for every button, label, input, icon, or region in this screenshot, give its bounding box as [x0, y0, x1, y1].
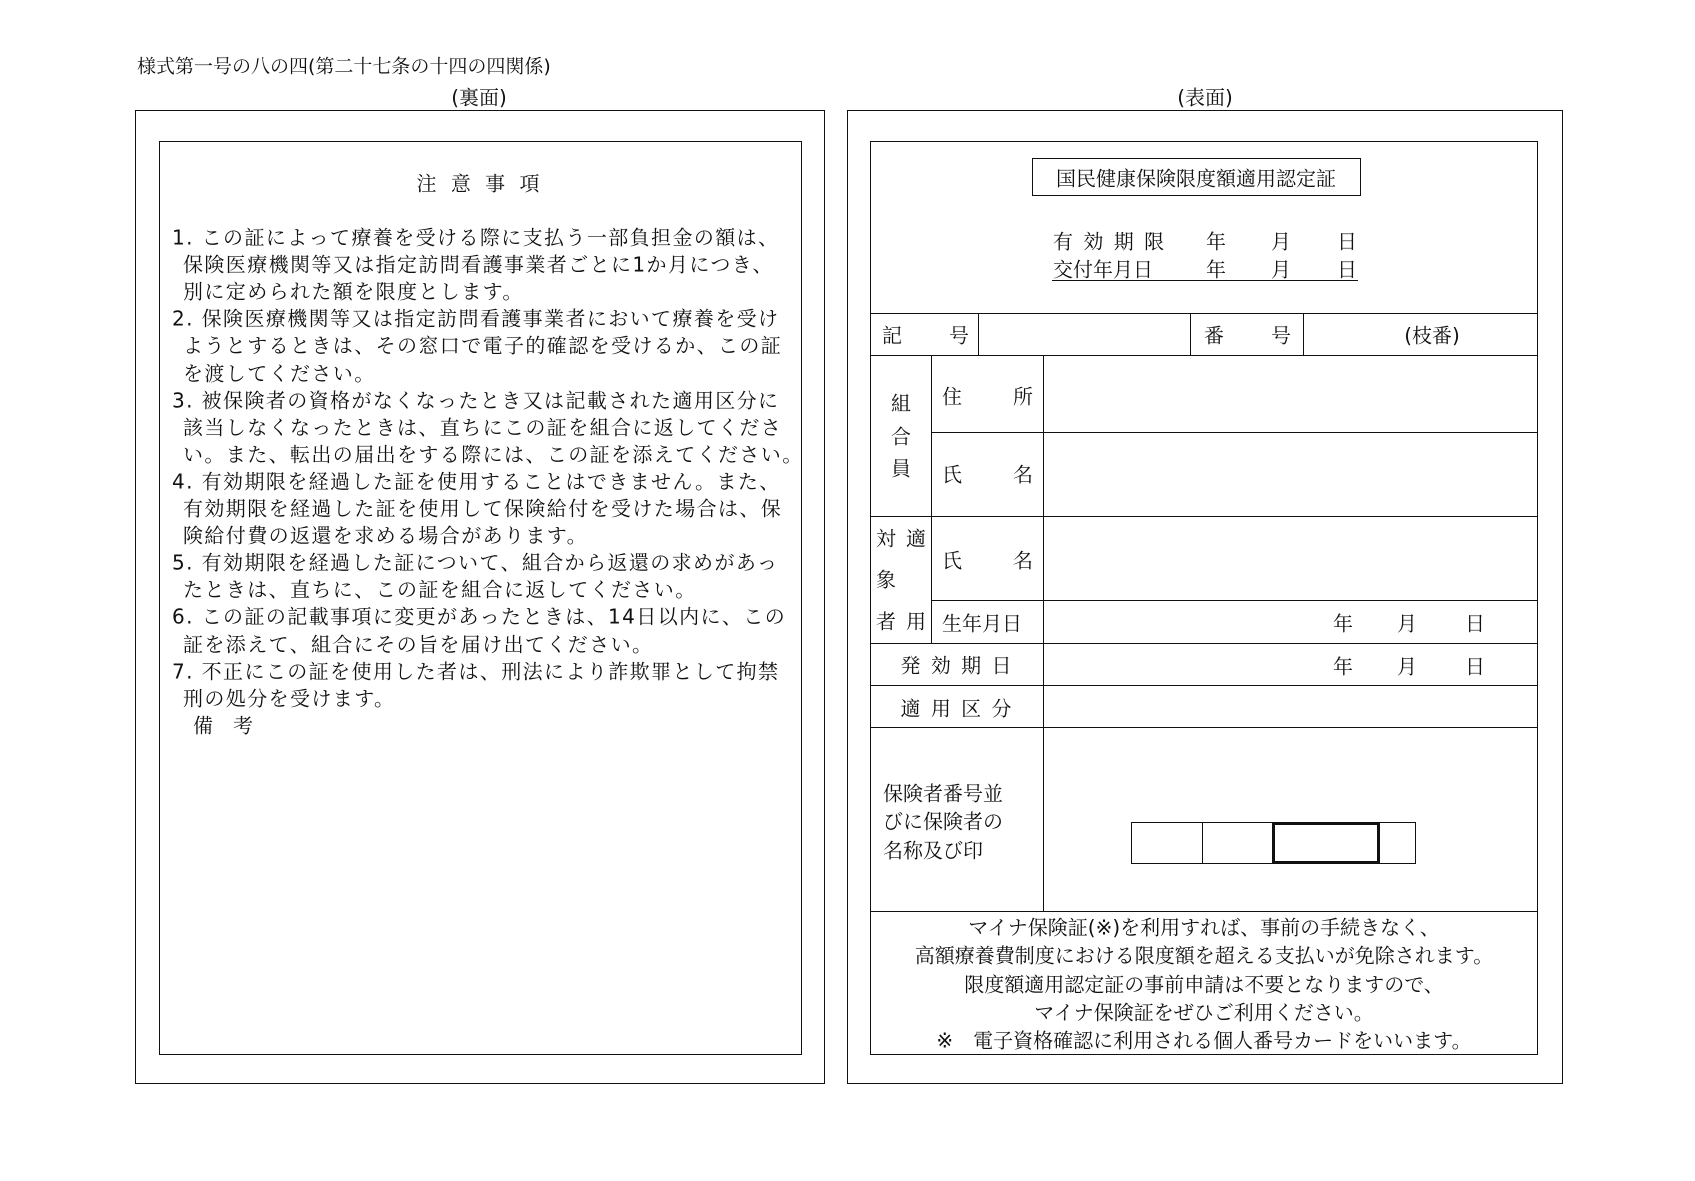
applicant-name-label-2: 名 — [1013, 548, 1033, 573]
table-line — [931, 432, 1538, 433]
note-line: 刑の処分を受けます。 — [183, 686, 396, 711]
table-line — [870, 516, 1538, 517]
applicant-label: 適 — [906, 526, 926, 551]
applicant-label: 用 — [906, 609, 926, 634]
note-line: を渡してください。 — [183, 361, 376, 385]
applicant-label: 者 — [876, 609, 896, 634]
note-line: 6. この証の記載事項に変更があったときは、14日以内に、この — [172, 604, 787, 629]
number-label-2: 号 — [1271, 323, 1291, 348]
front-side-label: (表面) — [1177, 85, 1233, 110]
table-line — [931, 355, 932, 643]
insurer-number-highlight-box — [1272, 822, 1380, 864]
birth-month: 月 — [1397, 611, 1417, 636]
birth-year: 年 — [1333, 611, 1353, 636]
footer-line: マイナ保険証(※)を利用すれば、事前の手続きなく、 — [968, 915, 1440, 940]
footer-line: 限度額適用認定証の事前申請は不要となりますので、 — [964, 972, 1444, 997]
footer-line: 高額療養費制度における限度額を超える支払いが免除されます。 — [914, 943, 1494, 968]
note-line: たときは、直ちに、この証を組合に返してください。 — [183, 577, 697, 602]
birthdate-label: 生年月日 — [942, 611, 1022, 636]
applicant-label: 対 — [876, 526, 896, 551]
footer-line: マイナ保険証をぜひご利用ください。 — [1034, 1000, 1374, 1025]
note-line: 1. この証によって療養を受ける際に支払う一部負担金の額は、 — [172, 225, 780, 250]
address-label-1: 住 — [942, 384, 962, 409]
note-line: 証を添えて、組合にその旨を届け出てください。 — [183, 632, 654, 656]
table-line — [1303, 313, 1304, 355]
issue-month: 月 — [1271, 257, 1291, 282]
issue-date-label: 交付年月日 — [1053, 257, 1153, 282]
table-line — [870, 685, 1538, 686]
note-line: 該当しなくなったときは、直ちにこの証を組合に返してくださ — [183, 415, 783, 440]
applicant-label: 象 — [876, 567, 896, 592]
note-line: 有効期限を経過した証を使用して保険給付を受けた場合は、保 — [183, 496, 783, 521]
note-line: 7. 不正にこの証を使用した者は、刑法により詐欺罪として拘禁 — [172, 659, 780, 684]
table-line — [870, 643, 1538, 644]
branch-number-label: (枝番) — [1404, 323, 1460, 348]
card-title: 国民健康保険限度額適用認定証 — [1056, 166, 1336, 191]
note-line: 3. 被保険者の資格がなくなったとき又は記載された適用区分に — [172, 388, 780, 413]
note-line: 4. 有効期限を経過した証を使用することはできません。また、 — [172, 469, 781, 494]
symbol-label-1: 記 — [882, 323, 902, 348]
validity-day: 日 — [1337, 229, 1357, 254]
table-line — [870, 727, 1538, 728]
issue-day: 日 — [1337, 257, 1357, 282]
birth-day: 日 — [1465, 611, 1485, 636]
effective-year: 年 — [1333, 654, 1353, 679]
validity-month: 月 — [1271, 229, 1291, 254]
table-line — [1043, 355, 1044, 911]
note-line: い。また、転出の届出をする際には、この証を添えてください。 — [183, 442, 804, 467]
number-label-1: 番 — [1204, 323, 1224, 348]
member-label: 員 — [891, 456, 911, 481]
issue-year: 年 — [1206, 257, 1226, 282]
category-label: 適 用 区 分 — [900, 696, 1014, 721]
issue-date-underline — [1052, 280, 1358, 281]
insurer-label: 保険者番号並 — [883, 781, 1003, 806]
applicant-name-label-1: 氏 — [942, 548, 962, 573]
effective-month: 月 — [1397, 654, 1417, 679]
table-line — [931, 600, 1538, 601]
notes-heading: 注 意 事 項 — [416, 171, 544, 196]
address-label-2: 所 — [1013, 384, 1033, 409]
note-line: ようとするときは、その窓口で電子的確認を受けるか、この証 — [183, 333, 783, 358]
insurer-label: 名称及び印 — [883, 838, 983, 863]
note-line: 5. 有効期限を経過した証について、組合から返還の求めがあっ — [172, 550, 779, 575]
note-line: 2. 保険医療機関等又は指定訪問看護事業者において療養を受け — [172, 306, 780, 331]
effective-day: 日 — [1465, 654, 1485, 679]
form-title: 様式第一号の八の四(第二十七条の十四の四関係) — [137, 55, 551, 78]
insurer-label: びに保険者の — [883, 809, 1003, 834]
note-line: 険給付費の返還を求める場合があります。 — [183, 523, 588, 548]
member-name-label-1: 氏 — [942, 462, 962, 487]
effective-date-label: 発 効 期 日 — [900, 653, 1014, 678]
remarks-label: 備 考 — [193, 713, 253, 738]
footer-line: ※ 電子資格確認に利用される個人番号カードをいいます。 — [936, 1028, 1472, 1053]
table-line — [870, 355, 1538, 356]
note-line: 保険医療機関等又は指定訪問看護事業者ごとに1か月につき、 — [183, 252, 774, 277]
member-name-label-2: 名 — [1013, 462, 1033, 487]
table-line — [870, 313, 1538, 314]
insurer-number-divider — [1202, 822, 1203, 864]
back-side-label: (裏面) — [451, 85, 507, 110]
member-label: 組 — [891, 391, 911, 416]
validity-label: 有 効 期 限 — [1053, 229, 1167, 254]
table-line — [978, 313, 979, 355]
member-label: 合 — [891, 424, 911, 449]
table-line — [1190, 313, 1191, 355]
symbol-label-2: 号 — [949, 323, 969, 348]
validity-year: 年 — [1206, 229, 1226, 254]
note-line: 別に定められた額を限度とします。 — [183, 279, 524, 304]
